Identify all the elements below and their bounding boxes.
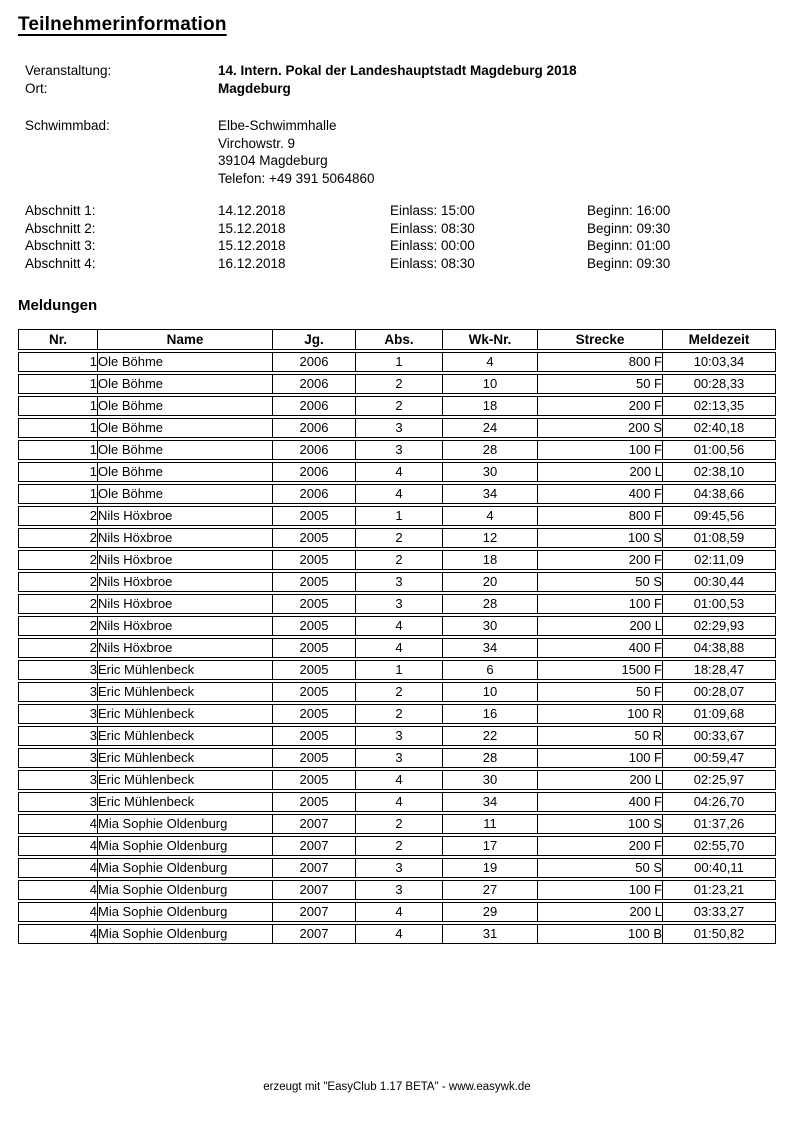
cell-nr: 1 [18, 484, 98, 504]
table-row [18, 682, 776, 702]
cell-wknr: 16 [443, 704, 538, 724]
cell-strecke: 100 B [538, 924, 663, 944]
column-header: Abs. [356, 329, 443, 350]
cell-abs: 4 [356, 638, 443, 658]
cell-strecke: 400 F [538, 638, 663, 658]
cell-meldezeit: 00:28,07 [663, 682, 776, 702]
table-row [18, 484, 776, 504]
session-label: Abschnitt 3: [25, 238, 96, 253]
cell-jg: 2005 [273, 682, 356, 702]
cell-meldezeit: 02:25,97 [663, 770, 776, 790]
session-beginn: Beginn: 09:30 [587, 220, 671, 236]
cell-strecke: 100 F [538, 748, 663, 768]
cell-meldezeit: 01:23,21 [663, 880, 776, 900]
cell-jg: 2007 [273, 814, 356, 834]
cell-name: Ole Böhme [98, 374, 273, 394]
table-row [18, 836, 776, 856]
cell-abs: 4 [356, 484, 443, 504]
cell-wknr: 34 [443, 484, 538, 504]
info-value: 14. Intern. Pokal der Landeshauptstadt Magdeburg 2018 [218, 63, 577, 78]
cell-strecke: 200 S [538, 418, 663, 438]
cell-name: Nils Höxbroe [98, 506, 273, 526]
cell-nr: 2 [18, 572, 98, 592]
cell-meldezeit: 00:28,33 [663, 374, 776, 394]
cell-nr: 3 [18, 660, 98, 680]
cell-strecke: 1500 F [538, 660, 663, 680]
venue-line: 39104 Magdeburg [218, 153, 328, 168]
cell-meldezeit: 02:38,10 [663, 462, 776, 482]
cell-nr: 2 [18, 616, 98, 636]
cell-strecke: 200 F [538, 550, 663, 570]
session-label: Abschnitt 2: [25, 220, 96, 236]
cell-abs: 3 [356, 418, 443, 438]
table-row [18, 396, 776, 416]
cell-strecke: 50 R [538, 726, 663, 746]
cell-wknr: 31 [443, 924, 538, 944]
table-row [18, 880, 776, 900]
cell-meldezeit: 10:03,34 [663, 352, 776, 372]
table-row [18, 594, 776, 614]
cell-wknr: 34 [443, 792, 538, 812]
event-info [25, 62, 770, 272]
cell-name: Eric Mühlenbeck [98, 770, 273, 790]
page-title: Teilnehmerinformation [18, 14, 227, 35]
cell-strecke: 50 F [538, 682, 663, 702]
cell-meldezeit: 09:45,56 [663, 506, 776, 526]
cell-name: Nils Höxbroe [98, 594, 273, 614]
cell-wknr: 24 [443, 418, 538, 438]
cell-wknr: 19 [443, 858, 538, 878]
cell-nr: 3 [18, 704, 98, 724]
venue-lines [218, 117, 770, 187]
cell-wknr: 28 [443, 748, 538, 768]
table-row [18, 374, 776, 394]
cell-abs: 3 [356, 880, 443, 900]
cell-jg: 2006 [273, 440, 356, 460]
cell-name: Mia Sophie Oldenburg [98, 858, 273, 878]
cell-name: Mia Sophie Oldenburg [98, 814, 273, 834]
cell-name: Ole Böhme [98, 462, 273, 482]
cell-strecke: 200 L [538, 770, 663, 790]
cell-wknr: 17 [443, 836, 538, 856]
cell-nr: 4 [18, 836, 98, 856]
table-row [18, 902, 776, 922]
cell-name: Ole Böhme [98, 418, 273, 438]
cell-meldezeit: 02:29,93 [663, 616, 776, 636]
column-header: Wk-Nr. [443, 329, 538, 350]
session-beginn: Beginn: 01:00 [587, 238, 671, 253]
column-header: Meldezeit [663, 329, 776, 350]
meldungen-heading: Meldungen [18, 297, 98, 314]
table-row [18, 418, 776, 438]
cell-name: Eric Mühlenbeck [98, 792, 273, 812]
cell-abs: 2 [356, 374, 443, 394]
cell-meldezeit: 04:26,70 [663, 792, 776, 812]
table-row [18, 616, 776, 636]
cell-nr: 1 [18, 396, 98, 416]
table-row [18, 550, 776, 570]
cell-name: Eric Mühlenbeck [98, 704, 273, 724]
cell-jg: 2005 [273, 726, 356, 746]
table-row [18, 726, 776, 746]
cell-jg: 2005 [273, 792, 356, 812]
cell-meldezeit: 02:40,18 [663, 418, 776, 438]
cell-jg: 2005 [273, 638, 356, 658]
session-row [25, 237, 770, 255]
cell-name: Eric Mühlenbeck [98, 726, 273, 746]
cell-strecke: 100 F [538, 880, 663, 900]
cell-meldezeit: 01:37,26 [663, 814, 776, 834]
cell-abs: 4 [356, 792, 443, 812]
cell-meldezeit: 01:00,56 [663, 440, 776, 460]
cell-nr: 3 [18, 726, 98, 746]
cell-wknr: 29 [443, 902, 538, 922]
table-row [18, 528, 776, 548]
cell-wknr: 18 [443, 396, 538, 416]
venue-block [25, 117, 770, 187]
cell-wknr: 30 [443, 462, 538, 482]
cell-meldezeit: 00:40,11 [663, 858, 776, 878]
cell-name: Nils Höxbroe [98, 638, 273, 658]
cell-nr: 1 [18, 418, 98, 438]
session-label: Abschnitt 4: [25, 255, 96, 271]
table-row [18, 506, 776, 526]
cell-strecke: 100 F [538, 594, 663, 614]
cell-jg: 2007 [273, 902, 356, 922]
session-row [25, 255, 770, 273]
venue-line: Virchowstr. 9 [218, 135, 296, 151]
session-date: 14.12.2018 [218, 203, 286, 218]
cell-abs: 4 [356, 616, 443, 636]
cell-abs: 1 [356, 506, 443, 526]
cell-jg: 2005 [273, 528, 356, 548]
cell-meldezeit: 18:28,47 [663, 660, 776, 680]
cell-strecke: 100 R [538, 704, 663, 724]
cell-name: Ole Böhme [98, 396, 273, 416]
venue-line: Elbe-Schwimmhalle [218, 118, 337, 133]
session-date: 16.12.2018 [218, 255, 286, 271]
cell-wknr: 28 [443, 440, 538, 460]
cell-wknr: 4 [443, 506, 538, 526]
cell-name: Mia Sophie Oldenburg [98, 836, 273, 856]
cell-abs: 4 [356, 770, 443, 790]
session-einlass: Einlass: 08:30 [390, 255, 475, 271]
info-value: Magdeburg [218, 80, 291, 96]
cell-abs: 1 [356, 660, 443, 680]
cell-abs: 3 [356, 748, 443, 768]
table-row [18, 792, 776, 812]
cell-abs: 2 [356, 836, 443, 856]
session-einlass: Einlass: 15:00 [390, 203, 475, 218]
event-info-rows [25, 62, 770, 97]
cell-jg: 2006 [273, 396, 356, 416]
cell-abs: 1 [356, 352, 443, 372]
cell-jg: 2007 [273, 836, 356, 856]
cell-nr: 3 [18, 792, 98, 812]
cell-name: Nils Höxbroe [98, 572, 273, 592]
table-row [18, 660, 776, 680]
cell-jg: 2005 [273, 506, 356, 526]
table-row [18, 704, 776, 724]
meldungen-tbody [18, 352, 776, 944]
cell-strecke: 100 S [538, 814, 663, 834]
cell-strecke: 200 F [538, 836, 663, 856]
cell-meldezeit: 01:09,68 [663, 704, 776, 724]
cell-name: Eric Mühlenbeck [98, 660, 273, 680]
cell-wknr: 20 [443, 572, 538, 592]
cell-nr: 2 [18, 638, 98, 658]
cell-strecke: 50 S [538, 858, 663, 878]
cell-strecke: 100 F [538, 440, 663, 460]
cell-strecke: 400 F [538, 792, 663, 812]
meldungen-table [18, 327, 776, 946]
cell-jg: 2005 [273, 660, 356, 680]
cell-meldezeit: 01:50,82 [663, 924, 776, 944]
cell-name: Ole Böhme [98, 484, 273, 504]
cell-nr: 3 [18, 682, 98, 702]
cell-strecke: 50 F [538, 374, 663, 394]
table-row [18, 462, 776, 482]
cell-nr: 2 [18, 550, 98, 570]
cell-jg: 2007 [273, 858, 356, 878]
session-label: Abschnitt 1: [25, 203, 96, 218]
cell-name: Eric Mühlenbeck [98, 748, 273, 768]
cell-jg: 2005 [273, 748, 356, 768]
cell-wknr: 30 [443, 770, 538, 790]
cell-jg: 2005 [273, 704, 356, 724]
session-date: 15.12.2018 [218, 220, 286, 236]
session-einlass: Einlass: 00:00 [390, 238, 475, 253]
cell-nr: 3 [18, 748, 98, 768]
cell-name: Ole Böhme [98, 352, 273, 372]
cell-meldezeit: 04:38,88 [663, 638, 776, 658]
cell-name: Mia Sophie Oldenburg [98, 902, 273, 922]
cell-abs: 3 [356, 594, 443, 614]
cell-strecke: 200 L [538, 462, 663, 482]
cell-strecke: 400 F [538, 484, 663, 504]
cell-strecke: 800 F [538, 506, 663, 526]
cell-nr: 2 [18, 506, 98, 526]
cell-wknr: 27 [443, 880, 538, 900]
cell-nr: 2 [18, 528, 98, 548]
cell-jg: 2005 [273, 572, 356, 592]
cell-nr: 4 [18, 924, 98, 944]
sessions [25, 202, 770, 272]
cell-name: Eric Mühlenbeck [98, 682, 273, 702]
cell-jg: 2005 [273, 594, 356, 614]
cell-jg: 2006 [273, 484, 356, 504]
cell-nr: 1 [18, 352, 98, 372]
cell-wknr: 18 [443, 550, 538, 570]
table-row [18, 572, 776, 592]
cell-name: Nils Höxbroe [98, 528, 273, 548]
cell-meldezeit: 04:38,66 [663, 484, 776, 504]
cell-nr: 4 [18, 814, 98, 834]
session-date: 15.12.2018 [218, 238, 286, 253]
cell-strecke: 200 L [538, 616, 663, 636]
session-row [25, 220, 770, 238]
footer-credit: erzeugt mit "EasyClub 1.17 BETA" - www.easywk.de [263, 1081, 531, 1093]
table-row [18, 858, 776, 878]
cell-name: Nils Höxbroe [98, 616, 273, 636]
cell-strecke: 200 F [538, 396, 663, 416]
column-header: Nr. [18, 329, 98, 350]
cell-abs: 3 [356, 572, 443, 592]
cell-abs: 3 [356, 726, 443, 746]
cell-wknr: 6 [443, 660, 538, 680]
cell-abs: 4 [356, 924, 443, 944]
cell-jg: 2006 [273, 418, 356, 438]
table-row [18, 748, 776, 768]
table-row [18, 440, 776, 460]
cell-meldezeit: 00:33,67 [663, 726, 776, 746]
cell-nr: 2 [18, 594, 98, 614]
cell-jg: 2005 [273, 616, 356, 636]
cell-meldezeit: 02:13,35 [663, 396, 776, 416]
table-header-row [18, 329, 776, 350]
cell-abs: 4 [356, 462, 443, 482]
cell-wknr: 4 [443, 352, 538, 372]
cell-name: Nils Höxbroe [98, 550, 273, 570]
cell-jg: 2005 [273, 550, 356, 570]
cell-wknr: 11 [443, 814, 538, 834]
venue-line: Telefon: +49 391 5064860 [218, 170, 375, 186]
cell-name: Mia Sophie Oldenburg [98, 880, 273, 900]
cell-wknr: 22 [443, 726, 538, 746]
cell-abs: 2 [356, 814, 443, 834]
cell-abs: 2 [356, 528, 443, 548]
cell-wknr: 10 [443, 374, 538, 394]
cell-meldezeit: 00:59,47 [663, 748, 776, 768]
cell-jg: 2007 [273, 924, 356, 944]
cell-jg: 2006 [273, 352, 356, 372]
session-beginn: Beginn: 16:00 [587, 203, 671, 218]
cell-name: Mia Sophie Oldenburg [98, 924, 273, 944]
cell-abs: 3 [356, 440, 443, 460]
cell-abs: 2 [356, 550, 443, 570]
venue-label: Schwimmbad: [25, 118, 110, 133]
cell-jg: 2006 [273, 462, 356, 482]
cell-nr: 4 [18, 902, 98, 922]
cell-abs: 2 [356, 704, 443, 724]
cell-abs: 3 [356, 858, 443, 878]
cell-strecke: 800 F [538, 352, 663, 372]
cell-abs: 2 [356, 682, 443, 702]
cell-jg: 2006 [273, 374, 356, 394]
cell-abs: 2 [356, 396, 443, 416]
info-label: Ort: [25, 80, 48, 96]
cell-meldezeit: 03:33,27 [663, 902, 776, 922]
cell-abs: 4 [356, 902, 443, 922]
cell-strecke: 100 S [538, 528, 663, 548]
cell-jg: 2007 [273, 880, 356, 900]
cell-jg: 2005 [273, 770, 356, 790]
info-row [25, 80, 770, 98]
cell-nr: 1 [18, 440, 98, 460]
cell-nr: 3 [18, 770, 98, 790]
info-label: Veranstaltung: [25, 63, 112, 78]
cell-nr: 4 [18, 858, 98, 878]
column-header: Name [98, 329, 273, 350]
table-row [18, 770, 776, 790]
cell-wknr: 28 [443, 594, 538, 614]
column-header: Jg. [273, 329, 356, 350]
cell-name: Ole Böhme [98, 440, 273, 460]
cell-nr: 1 [18, 462, 98, 482]
column-header: Strecke [538, 329, 663, 350]
table-row [18, 814, 776, 834]
cell-meldezeit: 00:30,44 [663, 572, 776, 592]
info-row [25, 62, 770, 80]
cell-meldezeit: 01:08,59 [663, 528, 776, 548]
table-row [18, 352, 776, 372]
cell-meldezeit: 02:55,70 [663, 836, 776, 856]
cell-wknr: 34 [443, 638, 538, 658]
cell-nr: 4 [18, 880, 98, 900]
cell-strecke: 200 L [538, 902, 663, 922]
cell-nr: 1 [18, 374, 98, 394]
session-einlass: Einlass: 08:30 [390, 220, 475, 236]
cell-strecke: 50 S [538, 572, 663, 592]
table-row [18, 638, 776, 658]
cell-meldezeit: 02:11,09 [663, 550, 776, 570]
session-row [25, 202, 770, 220]
table-row [18, 924, 776, 944]
session-beginn: Beginn: 09:30 [587, 255, 671, 271]
cell-wknr: 10 [443, 682, 538, 702]
cell-wknr: 30 [443, 616, 538, 636]
cell-meldezeit: 01:00,53 [663, 594, 776, 614]
cell-wknr: 12 [443, 528, 538, 548]
